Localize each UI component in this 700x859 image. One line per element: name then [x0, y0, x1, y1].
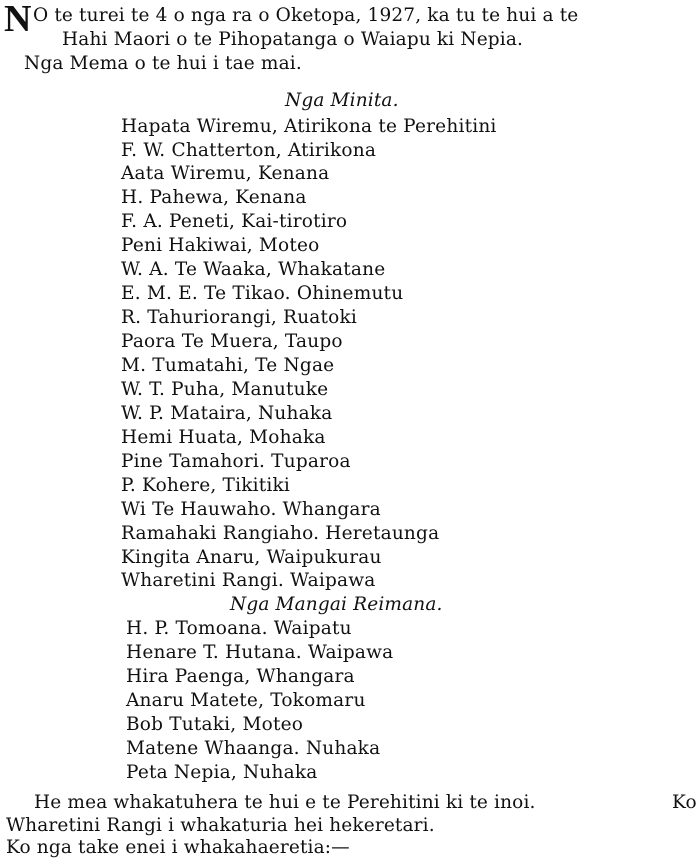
list-item: Matene Whaanga. Nuhaka	[126, 738, 381, 759]
list-item: W. P. Mataira, Nuhaka	[121, 403, 333, 424]
closing-line-2: Wharetini Rangi i whakaturia hei hekeretari.	[6, 815, 435, 836]
list-item: Hira Paenga, Whangara	[126, 666, 355, 687]
list-item: Aata Wiremu, Kenana	[121, 163, 330, 184]
drop-cap: N	[4, 0, 32, 40]
ministers-heading: Nga Minita.	[285, 90, 399, 111]
list-item: W. T. Puha, Manutuke	[121, 379, 329, 400]
closing-line-1-tail: Ko	[672, 792, 697, 813]
list-item: P. Kohere, Tikitiki	[121, 475, 290, 496]
list-item: F. A. Peneti, Kai-tirotiro	[121, 211, 348, 232]
list-item: Hemi Huata, Mohaka	[121, 427, 326, 448]
list-item: H. P. Tomoana. Waipatu	[126, 618, 352, 639]
list-item: Pine Tamahori. Tuparoa	[121, 451, 351, 472]
list-item: M. Tumatahi, Te Ngae	[121, 355, 335, 376]
list-item: W. A. Te Waaka, Whakatane	[121, 259, 386, 280]
closing-line-3: Ko nga take enei i whakahaeretia:—	[6, 837, 350, 858]
list-item: Peni Hakiwai, Moteo	[121, 235, 320, 256]
list-item: Paora Te Muera, Taupo	[121, 331, 343, 352]
list-item: H. Pahewa, Kenana	[121, 187, 307, 208]
list-item: Wharetini Rangi. Waipawa	[121, 570, 376, 591]
closing-line-1: He mea whakatuhera te hui e te Perehitini ki te inoi.	[34, 792, 536, 813]
laymen-heading: Nga Mangai Reimana.	[230, 594, 443, 615]
list-item: Hapata Wiremu, Atirikona te Perehitini	[121, 116, 497, 137]
list-item: Kingita Anaru, Waipukurau	[121, 547, 382, 568]
list-item: R. Tahuriorangi, Ruatoki	[121, 307, 358, 328]
list-item: Peta Nepia, Nuhaka	[126, 762, 318, 783]
list-item: F. W. Chatterton, Atirikona	[121, 140, 377, 161]
list-item: Ramahaki Rangiaho. Heretaunga	[121, 523, 440, 544]
list-item: Henare T. Hutana. Waipawa	[126, 642, 394, 663]
list-item: E. M. E. Te Tikao. Ohinemutu	[121, 283, 404, 304]
list-item: Bob Tutaki, Moteo	[126, 714, 304, 735]
list-item: Wi Te Hauwaho. Whangara	[121, 499, 381, 520]
intro-line-2: Hahi Maori o te Pihopatanga o Waiapu ki Nepia.	[62, 29, 524, 50]
intro-line-3: Nga Mema o te hui i tae mai.	[24, 53, 302, 74]
intro-line-1: O te turei te 4 o nga ra o Oketopa, 1927, ka tu te hui a te	[33, 5, 579, 26]
list-item: Anaru Matete, Tokomaru	[126, 690, 366, 711]
